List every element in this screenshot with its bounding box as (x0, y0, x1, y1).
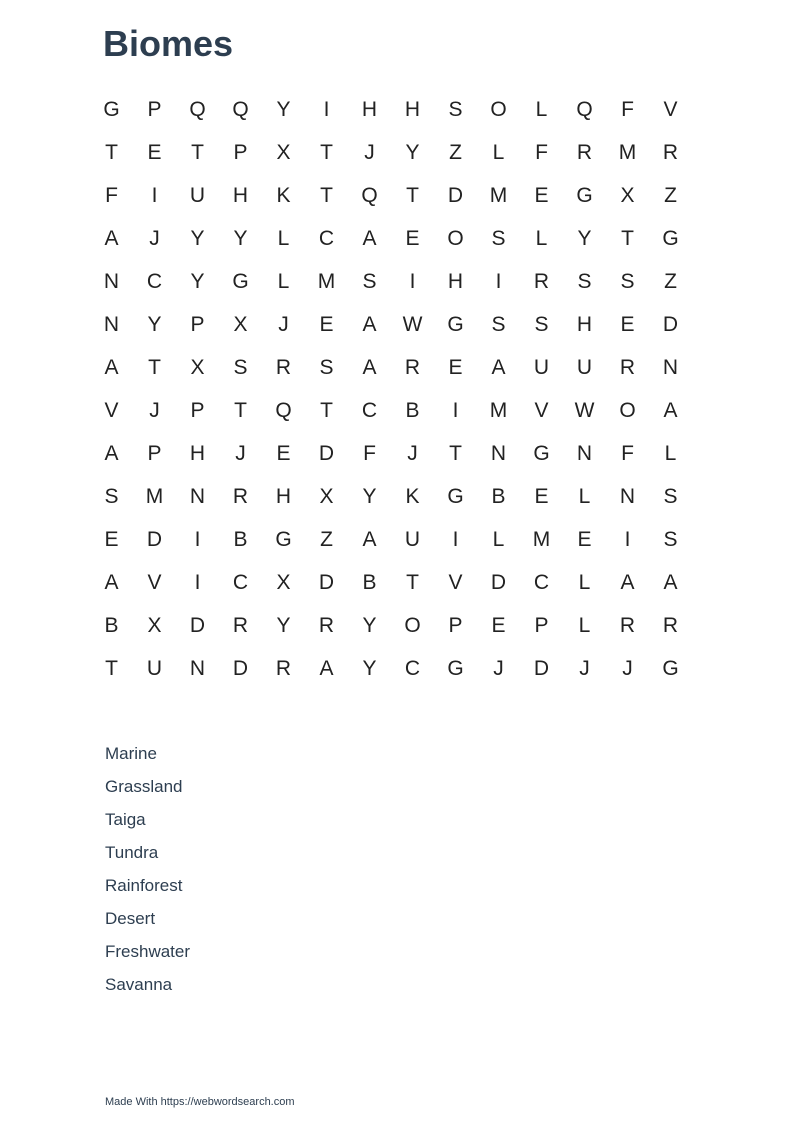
grid-letter: I (452, 527, 459, 551)
grid-letter: W (402, 312, 423, 336)
grid-letter: E (534, 484, 549, 508)
page-title: Biomes (103, 23, 234, 64)
grid-letter: N (576, 441, 593, 465)
grid-letter: D (189, 613, 206, 637)
grid-letter: X (233, 312, 248, 336)
grid-letter: V (448, 570, 463, 594)
grid-letter: B (491, 484, 506, 508)
grid-letter: S (491, 312, 506, 336)
grid-letter: J (278, 312, 289, 336)
grid-letter: T (105, 656, 118, 680)
grid-letter: G (447, 312, 464, 336)
grid-letter: Z (664, 183, 677, 207)
grid-letter: F (363, 441, 376, 465)
word-list-item: Grassland (105, 777, 183, 796)
grid-letter: M (618, 140, 637, 164)
grid-letter: A (663, 398, 678, 422)
grid-letter: U (189, 183, 206, 207)
grid-letter: I (151, 183, 158, 207)
grid-letter: K (276, 183, 291, 207)
grid-letter: K (405, 484, 420, 508)
grid-letter: E (448, 355, 463, 379)
grid-letter: M (489, 398, 508, 422)
grid-letter: B (362, 570, 377, 594)
grid-letter: I (194, 527, 201, 551)
grid-letter: R (662, 613, 679, 637)
grid-letter: P (448, 613, 463, 637)
grid-letter: R (232, 484, 249, 508)
grid-letter: H (361, 97, 378, 121)
grid-letter: M (145, 484, 164, 508)
grid-letter: A (663, 570, 678, 594)
grid-letter: N (189, 656, 206, 680)
grid-letter: Y (190, 226, 205, 250)
grid-letter: I (323, 97, 330, 121)
grid-letter: Y (362, 656, 377, 680)
grid-letter: O (447, 226, 464, 250)
grid-letter: P (233, 140, 248, 164)
grid-letter: E (319, 312, 334, 336)
grid-letter: N (103, 312, 120, 336)
grid-letter: X (620, 183, 635, 207)
grid-letter: T (105, 140, 118, 164)
grid-letter: J (493, 656, 504, 680)
grid-letter: I (495, 269, 502, 293)
grid-letter: B (233, 527, 248, 551)
grid-letter: G (533, 441, 550, 465)
grid-letter: T (320, 398, 333, 422)
grid-letter: L (277, 226, 290, 250)
grid-letter: Z (664, 269, 677, 293)
grid-letter: I (452, 398, 459, 422)
grid-letter: T (320, 140, 333, 164)
grid-letter: X (276, 140, 291, 164)
grid-letter: H (275, 484, 292, 508)
grid-letter: L (578, 484, 591, 508)
grid-letter: L (492, 140, 505, 164)
grid-letter: N (189, 484, 206, 508)
grid-letter: M (489, 183, 508, 207)
grid-letter: R (533, 269, 550, 293)
grid-letter: C (146, 269, 163, 293)
grid-letter: D (232, 656, 249, 680)
grid-letter: G (447, 484, 464, 508)
grid-letter: N (103, 269, 120, 293)
grid-letter: Y (405, 140, 420, 164)
grid-letter: B (405, 398, 420, 422)
grid-letter: J (407, 441, 418, 465)
grid-letter: R (275, 656, 292, 680)
grid-letter: P (147, 97, 162, 121)
grid-letter: A (104, 226, 119, 250)
grid-letter: L (578, 570, 591, 594)
grid-letter: T (191, 140, 204, 164)
grid-letter: N (662, 355, 679, 379)
grid-letter: H (404, 97, 421, 121)
grid-letter: A (319, 656, 334, 680)
grid-letter: J (364, 140, 375, 164)
grid-letter: D (447, 183, 464, 207)
grid-letter: Y (190, 269, 205, 293)
grid-letter: D (318, 570, 335, 594)
grid-letter: Y (577, 226, 592, 250)
grid-letter: U (146, 656, 163, 680)
grid-letter: E (147, 140, 162, 164)
grid-letter: H (576, 312, 593, 336)
grid-letter: F (621, 441, 634, 465)
grid-letter: G (103, 97, 120, 121)
grid-letter: R (404, 355, 421, 379)
grid-letter: C (404, 656, 421, 680)
grid-letter: F (621, 97, 634, 121)
grid-letter: N (619, 484, 636, 508)
grid-letter: V (104, 398, 119, 422)
grid-letter: Y (233, 226, 248, 250)
grid-letter: E (405, 226, 420, 250)
footer-credit: Made With https://webwordsearch.com (105, 1096, 295, 1108)
grid-letter: U (576, 355, 593, 379)
grid-letter: Y (276, 97, 291, 121)
word-list-item: Desert (105, 909, 156, 928)
grid-letter: Y (147, 312, 162, 336)
grid-letter: M (317, 269, 336, 293)
grid-letter: S (620, 269, 635, 293)
grid-letter: A (362, 312, 377, 336)
grid-letter: D (662, 312, 679, 336)
grid-letter: I (409, 269, 416, 293)
grid-letter: I (194, 570, 201, 594)
grid-letter: R (619, 355, 636, 379)
grid-letter: M (532, 527, 551, 551)
grid-letter: T (234, 398, 247, 422)
grid-letter: A (362, 226, 377, 250)
grid-letter: P (147, 441, 162, 465)
grid-letter: S (534, 312, 549, 336)
grid-letter: N (490, 441, 507, 465)
grid-letter: G (662, 226, 679, 250)
grid-letter: A (104, 441, 119, 465)
grid-letter: J (235, 441, 246, 465)
grid-letter: X (319, 484, 334, 508)
grid-letter: L (535, 226, 548, 250)
grid-letter: S (319, 355, 334, 379)
grid-letter: E (104, 527, 119, 551)
grid-letter: Q (275, 398, 292, 422)
grid-letter: G (275, 527, 292, 551)
grid-letter: C (318, 226, 335, 250)
grid-letter: S (663, 484, 678, 508)
grid-letter: Q (576, 97, 593, 121)
grid-letter: H (232, 183, 249, 207)
grid-letter: C (533, 570, 550, 594)
grid-letter: E (577, 527, 592, 551)
grid-letter: L (492, 527, 505, 551)
grid-letter: Q (189, 97, 206, 121)
grid-letter: S (104, 484, 119, 508)
grid-letter: T (148, 355, 161, 379)
grid-letter: A (104, 570, 119, 594)
grid-letter: H (447, 269, 464, 293)
grid-letter: G (232, 269, 249, 293)
grid-letter: Z (449, 140, 462, 164)
letter-grid (90, 88, 692, 690)
grid-letter: U (533, 355, 550, 379)
grid-letter: I (624, 527, 631, 551)
grid-letter: W (574, 398, 595, 422)
word-list (105, 737, 190, 1001)
grid-letter: R (318, 613, 335, 637)
grid-letter: A (491, 355, 506, 379)
grid-letter: E (491, 613, 506, 637)
grid-letter: E (534, 183, 549, 207)
grid-letter: O (619, 398, 636, 422)
grid-letter: T (406, 570, 419, 594)
grid-letter: R (232, 613, 249, 637)
grid-letter: S (448, 97, 463, 121)
grid-letter: J (622, 656, 633, 680)
grid-letter: P (190, 312, 205, 336)
grid-letter: R (576, 140, 593, 164)
grid-letter: G (447, 656, 464, 680)
grid-letter: G (662, 656, 679, 680)
grid-letter: B (104, 613, 119, 637)
grid-letter: O (404, 613, 421, 637)
grid-letter: X (147, 613, 162, 637)
grid-letter: A (362, 527, 377, 551)
grid-letter: V (147, 570, 162, 594)
grid-letter: D (490, 570, 507, 594)
grid-letter: A (362, 355, 377, 379)
word-list-item: Marine (105, 744, 157, 763)
grid-letter: R (662, 140, 679, 164)
grid-letter: D (146, 527, 163, 551)
grid-letter: O (490, 97, 507, 121)
grid-letter: L (578, 613, 591, 637)
grid-letter: X (190, 355, 205, 379)
grid-letter: U (404, 527, 421, 551)
grid-letter: F (535, 140, 548, 164)
grid-letter: T (320, 183, 333, 207)
grid-letter: Y (362, 484, 377, 508)
grid-letter: L (535, 97, 548, 121)
grid-letter: D (533, 656, 550, 680)
grid-letter: D (318, 441, 335, 465)
grid-letter: R (619, 613, 636, 637)
grid-letter: C (361, 398, 378, 422)
word-list-item: Savanna (105, 975, 173, 994)
grid-letter: Z (320, 527, 333, 551)
grid-letter: R (275, 355, 292, 379)
grid-letter: S (362, 269, 377, 293)
grid-letter: Y (362, 613, 377, 637)
grid-letter: V (534, 398, 549, 422)
grid-letter: S (491, 226, 506, 250)
grid-letter: T (449, 441, 462, 465)
grid-letter: T (406, 183, 419, 207)
word-list-item: Rainforest (105, 876, 183, 895)
grid-letter: G (576, 183, 593, 207)
grid-letter: E (276, 441, 291, 465)
grid-letter: P (534, 613, 549, 637)
grid-letter: S (577, 269, 592, 293)
grid-letter: L (664, 441, 677, 465)
grid-letter: S (233, 355, 248, 379)
grid-letter: L (277, 269, 290, 293)
grid-letter: J (579, 656, 590, 680)
grid-letter: Y (276, 613, 291, 637)
word-list-item: Freshwater (105, 942, 191, 961)
grid-letter: X (276, 570, 291, 594)
grid-letter: F (105, 183, 118, 207)
grid-letter: E (620, 312, 635, 336)
grid-letter: Q (232, 97, 249, 121)
word-list-item: Taiga (105, 810, 146, 829)
grid-letter: C (232, 570, 249, 594)
grid-letter: P (190, 398, 205, 422)
grid-letter: J (149, 226, 160, 250)
grid-letter: J (149, 398, 160, 422)
grid-letter: V (663, 97, 678, 121)
grid-letter: A (104, 355, 119, 379)
grid-letter: A (620, 570, 635, 594)
grid-letter: S (663, 527, 678, 551)
grid-letter: T (621, 226, 634, 250)
grid-letter: H (189, 441, 206, 465)
word-list-item: Tundra (105, 843, 159, 862)
grid-letter: Q (361, 183, 378, 207)
